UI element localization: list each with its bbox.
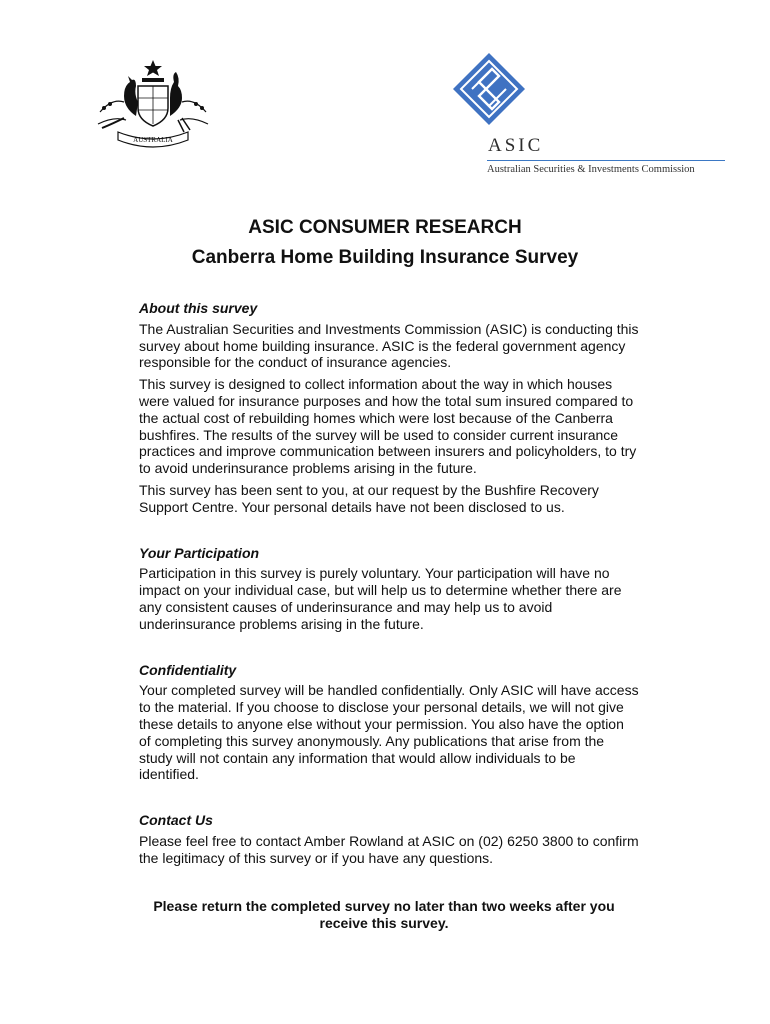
coat-of-arms-emblem [94, 58, 212, 154]
section-paragraph: Your completed survey will be handled confidentially. Only ASIC will have access to the material. If you choose to disclose your personal details, we will not give these details to anyone else without your permission. You also have the option of completing this survey anonymously. Any publications that arise from the study will not contain any information that would allow individuals to be identified. [139, 682, 639, 783]
section-paragraph: Please feel free to contact Amber Rowland at ASIC on (02) 6250 3800 to confirm the legitimacy of this survey or if you have any questions. [139, 832, 639, 866]
section-heading: About this survey [139, 300, 258, 316]
section-participation [139, 545, 639, 633]
section-about-survey [139, 300, 639, 516]
section-confidentiality [139, 662, 639, 784]
asic-logo-icon [452, 52, 526, 126]
section-heading: Your Participation [139, 544, 260, 561]
coat-of-arms-scroll-text: AUSTRALIA [133, 136, 173, 144]
closing-line-1: Please return the completed survey no later than two weeks after you [153, 898, 615, 914]
closing-line-2: receive this survey. [319, 915, 449, 931]
section-paragraph: This survey is designed to collect information about the way in which houses were valued for insurance purposes and how the total sum insured compared to the actual cost of rebuilding homes which were lost because of the Canberra bushfires. The results of the survey will be used to consider current insurance practices and improve communication between insurers and policyholders, to try to avoid underinsurance problems arising in the future. [139, 376, 637, 477]
asic-logo-abbrev: ASIC [488, 135, 544, 156]
asic-logo-full-name: Australian Securities & Investments Commission [487, 164, 695, 175]
section-heading: Contact Us [139, 812, 213, 829]
page-title: ASIC CONSUMER RESEARCH [248, 217, 522, 238]
section-heading: Confidentiality [139, 661, 237, 678]
section-paragraph: The Australian Securities and Investments Commission (ASIC) is conducting this survey about home building insurance. ASIC is the federal government agency responsible for the conduct of insurance agencies. [139, 320, 639, 371]
document-body [139, 300, 639, 872]
closing-note [139, 898, 629, 932]
page-subtitle: Canberra Home Building Insurance Survey [191, 247, 579, 268]
asic-logo-rule [487, 160, 725, 161]
section-paragraph: Participation in this survey is purely voluntary. Your participation will have no impact on your individual case, but will help us to determine whether there are any consistent causes of underinsurance and may help us to avoid underinsurance problems arising in the future. [139, 565, 622, 632]
section-paragraph: This survey has been sent to you, at our request by the Bushfire Recovery Support Centre. Your personal details have not been disclosed to us. [139, 481, 599, 515]
section-contact [139, 812, 639, 866]
